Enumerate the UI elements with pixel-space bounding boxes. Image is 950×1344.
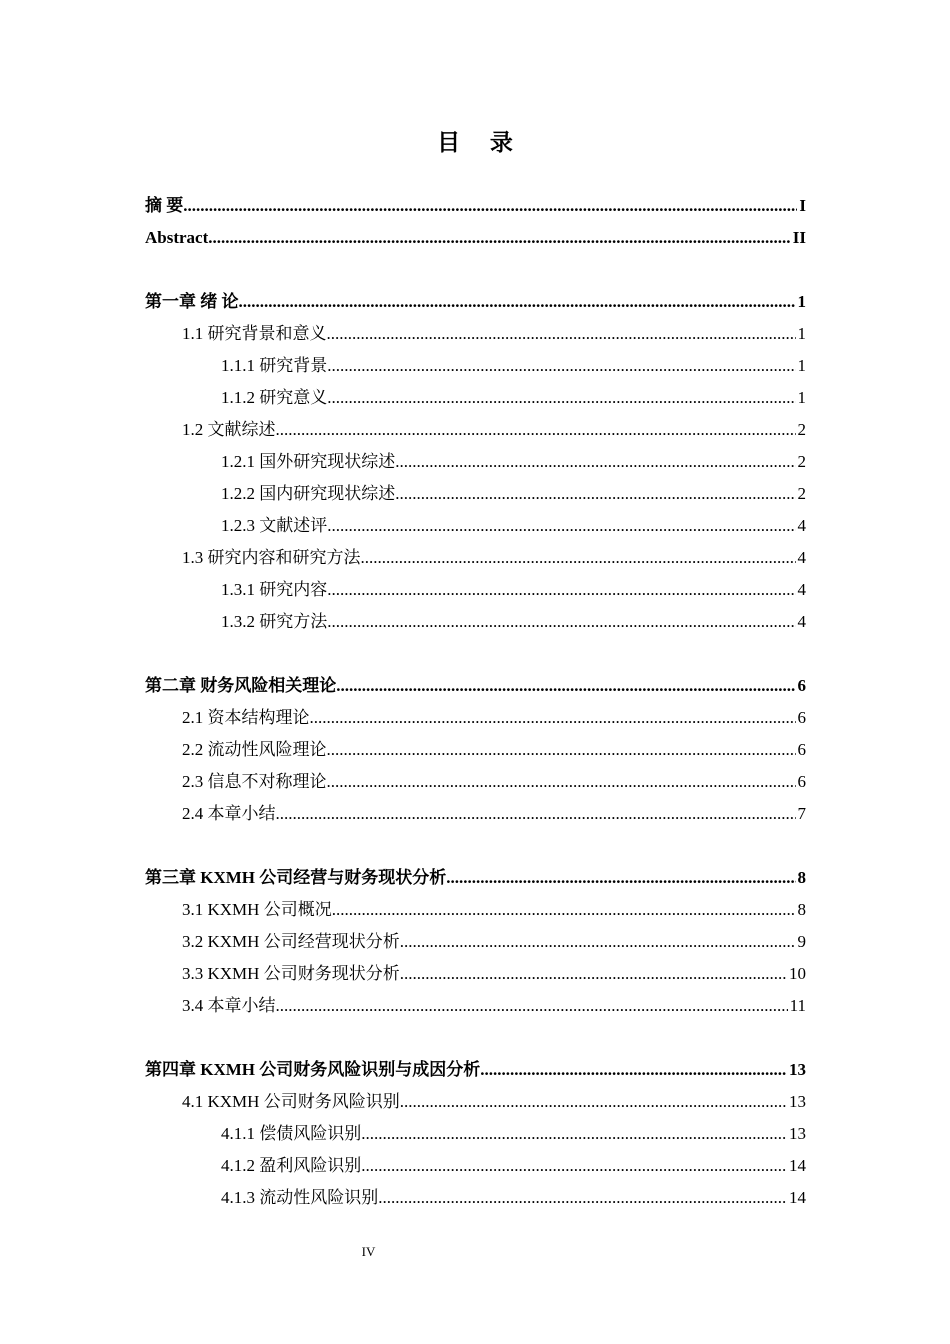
dot-leader: [276, 798, 796, 830]
toc-subsection-entry[interactable]: [145, 1118, 806, 1150]
toc-section-entry[interactable]: [145, 798, 806, 830]
toc-subsection-entry[interactable]: [145, 606, 806, 638]
toc-entry-page-number: 9: [797, 932, 806, 951]
toc-entry-label: 3.3 KXMH 公司财务现状分析: [182, 964, 400, 983]
toc-entry-page-number: 6: [797, 772, 806, 791]
dot-leader: [276, 990, 788, 1022]
toc-section-entry[interactable]: [145, 894, 806, 926]
toc-entry-label: 4.1.3 流动性风险识别: [221, 1188, 379, 1207]
dot-leader: [327, 318, 796, 350]
toc-section-entry[interactable]: [145, 734, 806, 766]
dot-leader: [327, 606, 795, 638]
dot-leader: [327, 350, 795, 382]
toc-subsection-entry[interactable]: [145, 446, 806, 478]
toc-entry-page-number: 4: [797, 580, 806, 599]
dot-leader: [361, 542, 796, 574]
toc-chapter-entry[interactable]: [145, 286, 806, 318]
dot-leader: [332, 894, 796, 926]
toc-entry-page-number: 13: [789, 1092, 806, 1111]
toc-entry-page-number: 14: [789, 1188, 806, 1207]
page-number: IV: [361, 1244, 376, 1259]
toc-entry-label: 1.1.2 研究意义: [221, 388, 328, 407]
toc-entry-page-number: 6: [797, 676, 806, 695]
toc-entry-label: 4.1.2 盈利风险识别: [221, 1156, 362, 1175]
toc-entry-label: 1.2.1 国外研究现状综述: [221, 452, 396, 471]
toc-entry-label: 1.2.2 国内研究现状综述: [221, 484, 396, 503]
dot-leader: [239, 286, 796, 318]
toc-subsection-entry[interactable]: [145, 350, 806, 382]
toc-entry-page-number: 1: [797, 356, 806, 375]
toc-entry-label: 4.1.1 偿债风险识别: [221, 1124, 362, 1143]
toc-section-entry[interactable]: [145, 702, 806, 734]
toc-subsection-entry[interactable]: [145, 574, 806, 606]
toc-entry-label: 2.4 本章小结: [182, 804, 276, 823]
dot-leader: [327, 510, 795, 542]
toc-entry-page-number: 6: [797, 708, 806, 727]
toc-entry-page-number: II: [792, 228, 806, 247]
toc-chapter-entry[interactable]: [145, 862, 806, 894]
toc-entry-label: 4.1 KXMH 公司财务风险识别: [182, 1092, 400, 1111]
dot-leader: [327, 382, 795, 414]
dot-leader: [361, 1150, 787, 1182]
toc-entry-page-number: I: [799, 196, 806, 215]
page-title: 目 录: [437, 130, 525, 155]
toc-entry-label: 1.3.2 研究方法: [221, 612, 328, 631]
dot-leader: [400, 1086, 787, 1118]
dot-leader: [395, 478, 795, 510]
toc-entry-label: 1.2.3 文献述评: [221, 516, 328, 535]
dot-leader: [276, 414, 796, 446]
toc-entry-label: 1.2 文献综述: [182, 420, 276, 439]
toc-entry-page-number: 1: [797, 324, 806, 343]
toc-entry-label: 3.4 本章小结: [182, 996, 276, 1015]
toc-entry-label: 3.1 KXMH 公司概况: [182, 900, 332, 919]
toc-entry-label: 第三章 KXMH 公司经营与财务现状分析: [145, 868, 447, 887]
toc-subsection-entry[interactable]: [145, 478, 806, 510]
toc-entry-label: 1.3 研究内容和研究方法: [182, 548, 361, 567]
toc-subsection-entry[interactable]: [145, 382, 806, 414]
toc-entry-label: 2.2 流动性风险理论: [182, 740, 327, 759]
section-spacer: [145, 638, 806, 670]
toc-entry-page-number: 1: [797, 388, 806, 407]
toc-section-entry[interactable]: [145, 926, 806, 958]
dot-leader: [395, 446, 795, 478]
dot-leader: [310, 702, 796, 734]
toc-entry-page-number: 13: [789, 1060, 806, 1079]
toc-entry-page-number: 8: [797, 868, 806, 887]
toc-chapter-entry[interactable]: [145, 222, 806, 254]
toc-section-entry[interactable]: [145, 958, 806, 990]
toc-entry-label: 第四章 KXMH 公司财务风险识别与成因分析: [145, 1060, 481, 1079]
toc-section-entry[interactable]: [145, 766, 806, 798]
toc-entry-label: 2.3 信息不对称理论: [182, 772, 327, 791]
toc-entry-label: 3.2 KXMH 公司经营现状分析: [182, 932, 400, 951]
toc-entry-page-number: 7: [797, 804, 806, 823]
toc-subsection-entry[interactable]: [145, 1182, 806, 1214]
toc-entry-page-number: 11: [789, 996, 806, 1015]
dot-leader: [400, 958, 787, 990]
toc-section-entry[interactable]: [145, 542, 806, 574]
toc-entry-label: 2.1 资本结构理论: [182, 708, 310, 727]
toc-section-entry[interactable]: [145, 318, 806, 350]
toc-entry-label: 1.1.1 研究背景: [221, 356, 328, 375]
dot-leader: [327, 734, 796, 766]
toc-entry-page-number: 6: [797, 740, 806, 759]
toc-chapter-entry[interactable]: [145, 670, 806, 702]
dot-leader: [327, 766, 796, 798]
toc-section-entry[interactable]: [145, 1086, 806, 1118]
dot-leader: [480, 1054, 787, 1086]
toc-entry-page-number: 4: [797, 548, 806, 567]
table-of-contents: [145, 190, 806, 1214]
toc-entry-label: 1.3.1 研究内容: [221, 580, 328, 599]
toc-entry-label: 摘 要: [145, 196, 184, 215]
toc-entry-page-number: 2: [797, 420, 806, 439]
dot-leader: [400, 926, 796, 958]
toc-chapter-entry[interactable]: [145, 1054, 806, 1086]
section-spacer: [145, 830, 806, 862]
dot-leader: [208, 222, 791, 254]
toc-entry-page-number: 2: [797, 452, 806, 471]
dot-leader: [361, 1118, 787, 1150]
toc-section-entry[interactable]: [145, 990, 806, 1022]
toc-entry-label: 第一章 绪 论: [145, 292, 239, 311]
section-spacer: [145, 1022, 806, 1054]
toc-subsection-entry[interactable]: [145, 510, 806, 542]
dot-leader: [183, 190, 797, 222]
toc-entry-page-number: 13: [789, 1124, 806, 1143]
toc-entry-page-number: 4: [797, 612, 806, 631]
toc-entry-page-number: 14: [789, 1156, 806, 1175]
toc-entry-label: 第二章 财务风险相关理论: [145, 676, 337, 695]
toc-entry-page-number: 8: [797, 900, 806, 919]
toc-entry-page-number: 2: [797, 484, 806, 503]
toc-entry-page-number: 1: [797, 292, 806, 311]
dot-leader: [327, 574, 795, 606]
dot-leader: [446, 862, 795, 894]
toc-entry-page-number: 10: [789, 964, 806, 983]
dot-leader: [378, 1182, 787, 1214]
dot-leader: [336, 670, 795, 702]
toc-entry-page-number: 4: [797, 516, 806, 535]
section-spacer: [145, 254, 806, 286]
toc-section-entry[interactable]: [145, 414, 806, 446]
toc-chapter-entry[interactable]: [145, 190, 806, 222]
toc-entry-label: 1.1 研究背景和意义: [182, 324, 327, 343]
toc-entry-label: Abstract: [145, 228, 209, 247]
toc-subsection-entry[interactable]: [145, 1150, 806, 1182]
